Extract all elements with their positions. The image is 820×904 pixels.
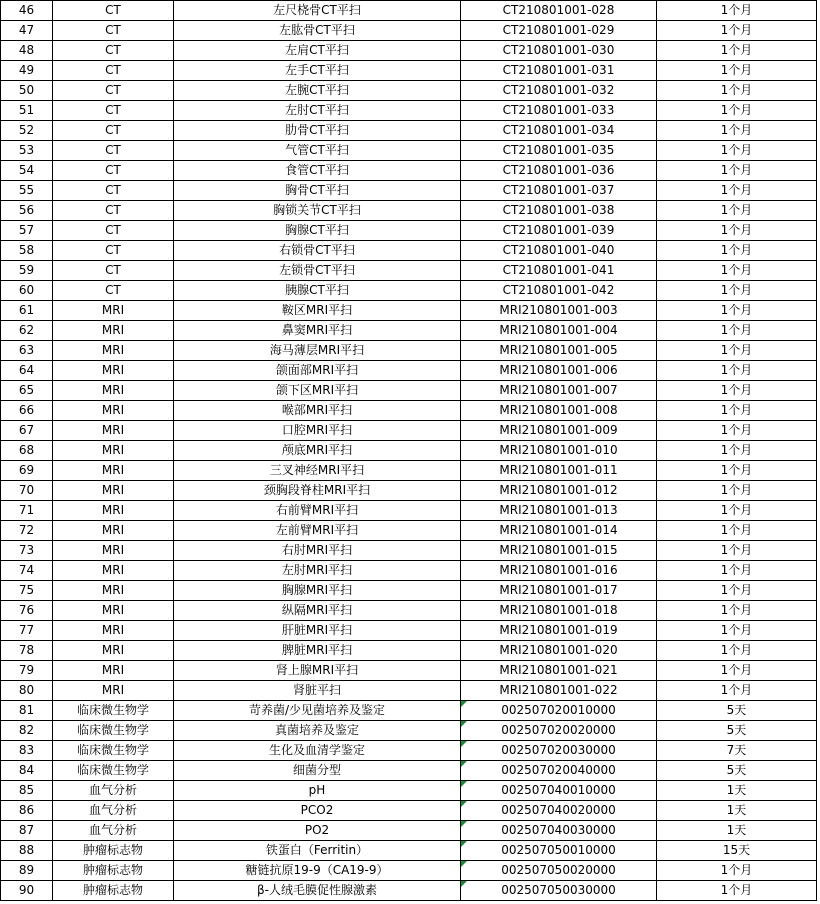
row-number-cell[interactable]: 46 (1, 1, 53, 21)
report-period-cell[interactable]: 1个月 (657, 21, 817, 41)
item-code-cell[interactable]: 002507020020000 (461, 721, 657, 741)
row-number-cell[interactable]: 85 (1, 781, 53, 801)
row-number-cell[interactable]: 65 (1, 381, 53, 401)
report-period-cell[interactable]: 5天 (657, 721, 817, 741)
item-code-cell[interactable]: CT210801001-034 (461, 121, 657, 141)
report-period-cell[interactable]: 1个月 (657, 41, 817, 61)
row-number-cell[interactable]: 79 (1, 661, 53, 681)
table-row (1, 461, 817, 481)
table-row (1, 21, 817, 41)
item-name-cell[interactable]: 胸锁关节CT平扫 (174, 201, 461, 221)
table-row (1, 301, 817, 321)
item-code-cell[interactable]: MRI210801001-018 (461, 601, 657, 621)
row-number-cell[interactable]: 50 (1, 81, 53, 101)
row-number-cell[interactable]: 66 (1, 401, 53, 421)
category-cell[interactable]: MRI (53, 441, 174, 461)
report-period-cell[interactable]: 1个月 (657, 321, 817, 341)
item-code-cell[interactable]: CT210801001-038 (461, 201, 657, 221)
category-cell[interactable]: CT (53, 1, 174, 21)
row-number-cell[interactable]: 64 (1, 361, 53, 381)
item-code-cell[interactable]: MRI210801001-004 (461, 321, 657, 341)
table-body (1, 1, 817, 901)
item-code-cell[interactable]: CT210801001-042 (461, 281, 657, 301)
category-cell[interactable]: MRI (53, 681, 174, 701)
item-name-cell[interactable]: 铁蛋白（Ferritin） (174, 841, 461, 861)
table-row (1, 341, 817, 361)
row-number-cell[interactable]: 89 (1, 861, 53, 881)
report-period-cell[interactable]: 1个月 (657, 601, 817, 621)
item-name-cell[interactable]: 左肱骨CT平扫 (174, 21, 461, 41)
report-period-cell[interactable]: 1个月 (657, 201, 817, 221)
category-cell[interactable]: MRI (53, 301, 174, 321)
item-code-cell[interactable]: 002507020030000 (461, 741, 657, 761)
item-code-cell[interactable]: MRI210801001-022 (461, 681, 657, 701)
item-code-cell[interactable]: 002507050030000 (461, 881, 657, 901)
category-cell[interactable]: 血气分析 (53, 801, 174, 821)
item-code-cell[interactable]: CT210801001-040 (461, 241, 657, 261)
item-name-cell[interactable]: PO2 (174, 821, 461, 841)
row-number-cell[interactable]: 62 (1, 321, 53, 341)
item-name-cell[interactable]: 胸腺MRI平扫 (174, 581, 461, 601)
item-code-cell[interactable]: MRI210801001-013 (461, 501, 657, 521)
item-code-cell[interactable]: MRI210801001-020 (461, 641, 657, 661)
table-row (1, 321, 817, 341)
table-row (1, 401, 817, 421)
report-period-cell[interactable]: 1个月 (657, 401, 817, 421)
category-cell[interactable]: MRI (53, 601, 174, 621)
table-row (1, 1, 817, 21)
category-cell[interactable]: 临床微生物学 (53, 741, 174, 761)
report-period-cell[interactable]: 1个月 (657, 641, 817, 661)
report-period-cell[interactable]: 1个月 (657, 161, 817, 181)
category-cell[interactable]: MRI (53, 641, 174, 661)
item-code-cell[interactable]: MRI210801001-016 (461, 561, 657, 581)
table-row (1, 721, 817, 741)
item-name-cell[interactable]: 苛养菌/少见菌培养及鉴定 (174, 701, 461, 721)
row-number-cell[interactable]: 81 (1, 701, 53, 721)
item-name-cell[interactable]: 海马薄层MRI平扫 (174, 341, 461, 361)
table-row (1, 141, 817, 161)
row-number-cell[interactable]: 48 (1, 41, 53, 61)
report-period-cell[interactable]: 1个月 (657, 341, 817, 361)
row-number-cell[interactable]: 69 (1, 461, 53, 481)
row-number-cell[interactable]: 83 (1, 741, 53, 761)
item-name-cell[interactable]: 左肘MRI平扫 (174, 561, 461, 581)
category-cell[interactable]: CT (53, 261, 174, 281)
item-code-cell[interactable]: MRI210801001-010 (461, 441, 657, 461)
table-row (1, 761, 817, 781)
category-cell[interactable]: CT (53, 241, 174, 261)
table-row (1, 181, 817, 201)
table-row (1, 281, 817, 301)
report-period-cell[interactable]: 1个月 (657, 301, 817, 321)
report-period-cell[interactable]: 1个月 (657, 141, 817, 161)
table-row (1, 561, 817, 581)
item-name-cell[interactable]: 真菌培养及鉴定 (174, 721, 461, 741)
report-period-cell[interactable]: 1个月 (657, 181, 817, 201)
item-name-cell[interactable]: 颌下区MRI平扫 (174, 381, 461, 401)
table-row (1, 881, 817, 901)
item-name-cell[interactable]: pH (174, 781, 461, 801)
report-period-cell[interactable]: 1个月 (657, 61, 817, 81)
category-cell[interactable]: MRI (53, 321, 174, 341)
table-row (1, 381, 817, 401)
item-name-cell[interactable]: 胸腺CT平扫 (174, 221, 461, 241)
category-cell[interactable]: CT (53, 21, 174, 41)
item-code-cell[interactable]: CT210801001-032 (461, 81, 657, 101)
table-row (1, 841, 817, 861)
report-period-cell[interactable]: 1天 (657, 821, 817, 841)
table-row (1, 121, 817, 141)
report-period-cell[interactable]: 1个月 (657, 501, 817, 521)
row-number-cell[interactable]: 71 (1, 501, 53, 521)
row-number-cell[interactable]: 56 (1, 201, 53, 221)
category-cell[interactable]: MRI (53, 461, 174, 481)
row-number-cell[interactable]: 53 (1, 141, 53, 161)
item-code-cell[interactable]: 002507050010000 (461, 841, 657, 861)
row-number-cell[interactable]: 80 (1, 681, 53, 701)
category-cell[interactable]: MRI (53, 621, 174, 641)
category-cell[interactable]: 肿瘤标志物 (53, 841, 174, 861)
item-code-cell[interactable]: CT210801001-028 (461, 1, 657, 21)
category-cell[interactable]: CT (53, 41, 174, 61)
item-name-cell[interactable]: 胸骨CT平扫 (174, 181, 461, 201)
table-row (1, 441, 817, 461)
item-name-cell[interactable]: 左锁骨CT平扫 (174, 261, 461, 281)
report-period-cell[interactable]: 1个月 (657, 681, 817, 701)
category-cell[interactable]: 血气分析 (53, 821, 174, 841)
item-code-cell[interactable]: MRI210801001-003 (461, 301, 657, 321)
report-period-cell[interactable]: 1个月 (657, 221, 817, 241)
row-number-cell[interactable]: 60 (1, 281, 53, 301)
row-number-cell[interactable]: 54 (1, 161, 53, 181)
row-number-cell[interactable]: 68 (1, 441, 53, 461)
row-number-cell[interactable]: 61 (1, 301, 53, 321)
report-period-cell[interactable]: 1个月 (657, 261, 817, 281)
item-name-cell[interactable]: 口腔MRI平扫 (174, 421, 461, 441)
table-row (1, 661, 817, 681)
report-period-cell[interactable]: 1个月 (657, 541, 817, 561)
item-name-cell[interactable]: 三叉神经MRI平扫 (174, 461, 461, 481)
item-name-cell[interactable]: 左前臂MRI平扫 (174, 521, 461, 541)
table-row (1, 801, 817, 821)
table-row (1, 201, 817, 221)
category-cell[interactable]: MRI (53, 381, 174, 401)
category-cell[interactable]: MRI (53, 481, 174, 501)
row-number-cell[interactable]: 73 (1, 541, 53, 561)
table-row (1, 361, 817, 381)
item-code-cell[interactable]: 002507040020000 (461, 801, 657, 821)
table-row (1, 641, 817, 661)
item-name-cell[interactable]: 肾脏平扫 (174, 681, 461, 701)
category-cell[interactable]: MRI (53, 361, 174, 381)
item-name-cell[interactable]: 纵隔MRI平扫 (174, 601, 461, 621)
table-row (1, 81, 817, 101)
item-code-cell[interactable]: MRI210801001-021 (461, 661, 657, 681)
item-name-cell[interactable]: 左手CT平扫 (174, 61, 461, 81)
row-number-cell[interactable]: 63 (1, 341, 53, 361)
category-cell[interactable]: MRI (53, 341, 174, 361)
item-code-cell[interactable]: CT210801001-037 (461, 181, 657, 201)
item-code-cell[interactable]: MRI210801001-005 (461, 341, 657, 361)
table-row (1, 701, 817, 721)
report-period-cell[interactable]: 1个月 (657, 381, 817, 401)
row-number-cell[interactable]: 72 (1, 521, 53, 541)
item-name-cell[interactable]: 生化及血清学鉴定 (174, 741, 461, 761)
row-number-cell[interactable]: 86 (1, 801, 53, 821)
report-period-cell[interactable]: 1个月 (657, 281, 817, 301)
category-cell[interactable]: MRI (53, 581, 174, 601)
item-code-cell[interactable]: CT210801001-039 (461, 221, 657, 241)
item-name-cell[interactable]: 气管CT平扫 (174, 141, 461, 161)
category-cell[interactable]: MRI (53, 521, 174, 541)
report-period-cell[interactable]: 1个月 (657, 1, 817, 21)
report-period-cell[interactable]: 1个月 (657, 581, 817, 601)
row-number-cell[interactable]: 87 (1, 821, 53, 841)
item-code-cell[interactable]: MRI210801001-011 (461, 461, 657, 481)
table-row (1, 781, 817, 801)
table-row (1, 521, 817, 541)
item-code-cell[interactable]: 002507020040000 (461, 761, 657, 781)
report-period-cell[interactable]: 1个月 (657, 461, 817, 481)
row-number-cell[interactable]: 88 (1, 841, 53, 861)
table-row (1, 61, 817, 81)
table-row (1, 41, 817, 61)
row-number-cell[interactable]: 52 (1, 121, 53, 141)
item-name-cell[interactable]: 颅底MRI平扫 (174, 441, 461, 461)
category-cell[interactable]: CT (53, 81, 174, 101)
category-cell[interactable]: CT (53, 201, 174, 221)
item-name-cell[interactable]: β-人绒毛膜促性腺激素 (174, 881, 461, 901)
report-period-cell[interactable]: 1个月 (657, 521, 817, 541)
category-cell[interactable]: CT (53, 181, 174, 201)
category-cell[interactable]: CT (53, 221, 174, 241)
row-number-cell[interactable]: 75 (1, 581, 53, 601)
table-row (1, 261, 817, 281)
item-code-cell[interactable]: MRI210801001-017 (461, 581, 657, 601)
table-row (1, 541, 817, 561)
category-cell[interactable]: 临床微生物学 (53, 761, 174, 781)
row-number-cell[interactable]: 84 (1, 761, 53, 781)
row-number-cell[interactable]: 55 (1, 181, 53, 201)
report-period-cell[interactable]: 1天 (657, 781, 817, 801)
category-cell[interactable]: 肿瘤标志物 (53, 881, 174, 901)
item-code-cell[interactable]: CT210801001-030 (461, 41, 657, 61)
category-cell[interactable]: 临床微生物学 (53, 701, 174, 721)
item-name-cell[interactable]: 右肘MRI平扫 (174, 541, 461, 561)
category-cell[interactable]: MRI (53, 541, 174, 561)
table-row (1, 681, 817, 701)
item-name-cell[interactable]: 胰腺CT平扫 (174, 281, 461, 301)
table-row (1, 581, 817, 601)
report-period-cell[interactable]: 5天 (657, 761, 817, 781)
category-cell[interactable]: 血气分析 (53, 781, 174, 801)
item-name-cell[interactable]: 左腕CT平扫 (174, 81, 461, 101)
table-row (1, 861, 817, 881)
category-cell[interactable]: CT (53, 61, 174, 81)
category-cell[interactable]: CT (53, 141, 174, 161)
report-period-cell[interactable]: 1个月 (657, 881, 817, 901)
table-row (1, 601, 817, 621)
report-period-cell[interactable]: 1个月 (657, 661, 817, 681)
item-code-cell[interactable]: MRI210801001-008 (461, 401, 657, 421)
category-cell[interactable]: MRI (53, 561, 174, 581)
row-number-cell[interactable]: 74 (1, 561, 53, 581)
row-number-cell[interactable]: 78 (1, 641, 53, 661)
item-code-cell[interactable]: CT210801001-036 (461, 161, 657, 181)
category-cell[interactable]: CT (53, 161, 174, 181)
item-code-cell[interactable]: 002507040030000 (461, 821, 657, 841)
item-code-cell[interactable]: CT210801001-031 (461, 61, 657, 81)
item-name-cell[interactable]: 左肩CT平扫 (174, 41, 461, 61)
row-number-cell[interactable]: 67 (1, 421, 53, 441)
item-code-cell[interactable]: MRI210801001-014 (461, 521, 657, 541)
category-cell[interactable]: MRI (53, 661, 174, 681)
item-code-cell[interactable]: MRI210801001-019 (461, 621, 657, 641)
report-period-cell[interactable]: 1个月 (657, 481, 817, 501)
item-code-cell[interactable]: CT210801001-035 (461, 141, 657, 161)
item-name-cell[interactable]: 左尺桡骨CT平扫 (174, 1, 461, 21)
category-cell[interactable]: CT (53, 101, 174, 121)
item-code-cell[interactable]: 002507050020000 (461, 861, 657, 881)
report-period-cell[interactable]: 15天 (657, 841, 817, 861)
item-name-cell[interactable]: 食管CT平扫 (174, 161, 461, 181)
report-period-cell[interactable]: 1个月 (657, 561, 817, 581)
item-name-cell[interactable]: 肝脏MRI平扫 (174, 621, 461, 641)
item-code-cell[interactable]: CT210801001-029 (461, 21, 657, 41)
report-period-cell[interactable]: 1个月 (657, 621, 817, 641)
table-row (1, 161, 817, 181)
table-row (1, 481, 817, 501)
report-period-cell[interactable]: 1个月 (657, 121, 817, 141)
item-name-cell[interactable]: 鞍区MRI平扫 (174, 301, 461, 321)
category-cell[interactable]: CT (53, 281, 174, 301)
item-name-cell[interactable]: 肋骨CT平扫 (174, 121, 461, 141)
item-name-cell[interactable]: PCO2 (174, 801, 461, 821)
table-row (1, 221, 817, 241)
item-name-cell[interactable]: 喉部MRI平扫 (174, 401, 461, 421)
item-code-cell[interactable]: MRI210801001-007 (461, 381, 657, 401)
item-name-cell[interactable]: 脾脏MRI平扫 (174, 641, 461, 661)
row-number-cell[interactable]: 59 (1, 261, 53, 281)
row-number-cell[interactable]: 49 (1, 61, 53, 81)
table-row (1, 241, 817, 261)
item-code-cell[interactable]: CT210801001-041 (461, 261, 657, 281)
report-period-cell[interactable]: 1个月 (657, 101, 817, 121)
row-number-cell[interactable]: 47 (1, 21, 53, 41)
report-period-cell[interactable]: 1个月 (657, 361, 817, 381)
report-period-cell[interactable]: 1个月 (657, 861, 817, 881)
table-row (1, 501, 817, 521)
report-period-cell[interactable]: 1个月 (657, 81, 817, 101)
item-name-cell[interactable]: 肾上腺MRI平扫 (174, 661, 461, 681)
row-number-cell[interactable]: 82 (1, 721, 53, 741)
item-name-cell[interactable]: 颈胸段脊柱MRI平扫 (174, 481, 461, 501)
row-number-cell[interactable]: 90 (1, 881, 53, 901)
table-row (1, 421, 817, 441)
category-cell[interactable]: 肿瘤标志物 (53, 861, 174, 881)
category-cell[interactable]: CT (53, 121, 174, 141)
table-row (1, 741, 817, 761)
item-name-cell[interactable]: 鼻窦MRI平扫 (174, 321, 461, 341)
row-number-cell[interactable]: 77 (1, 621, 53, 641)
report-period-cell[interactable]: 1个月 (657, 441, 817, 461)
category-cell[interactable]: MRI (53, 501, 174, 521)
item-code-cell[interactable]: MRI210801001-012 (461, 481, 657, 501)
item-name-cell[interactable]: 左肘CT平扫 (174, 101, 461, 121)
item-code-cell[interactable]: MRI210801001-015 (461, 541, 657, 561)
row-number-cell[interactable]: 51 (1, 101, 53, 121)
row-number-cell[interactable]: 76 (1, 601, 53, 621)
item-name-cell[interactable]: 右前臂MRI平扫 (174, 501, 461, 521)
item-code-cell[interactable]: 002507020010000 (461, 701, 657, 721)
table-row (1, 101, 817, 121)
item-code-cell[interactable]: CT210801001-033 (461, 101, 657, 121)
item-name-cell[interactable]: 糖链抗原19-9（CA19-9） (174, 861, 461, 881)
item-name-cell[interactable]: 颌面部MRI平扫 (174, 361, 461, 381)
report-period-cell[interactable]: 1个月 (657, 241, 817, 261)
row-number-cell[interactable]: 58 (1, 241, 53, 261)
item-name-cell[interactable]: 右锁骨CT平扫 (174, 241, 461, 261)
report-period-cell[interactable]: 1天 (657, 801, 817, 821)
category-cell[interactable]: MRI (53, 421, 174, 441)
item-code-cell[interactable]: MRI210801001-009 (461, 421, 657, 441)
category-cell[interactable]: MRI (53, 401, 174, 421)
table-row (1, 821, 817, 841)
row-number-cell[interactable]: 70 (1, 481, 53, 501)
report-period-cell[interactable]: 5天 (657, 701, 817, 721)
category-cell[interactable]: 临床微生物学 (53, 721, 174, 741)
table-row (1, 621, 817, 641)
row-number-cell[interactable]: 57 (1, 221, 53, 241)
report-period-cell[interactable]: 1个月 (657, 421, 817, 441)
report-period-cell[interactable]: 7天 (657, 741, 817, 761)
item-code-cell[interactable]: MRI210801001-006 (461, 361, 657, 381)
item-code-cell[interactable]: 002507040010000 (461, 781, 657, 801)
item-name-cell[interactable]: 细菌分型 (174, 761, 461, 781)
